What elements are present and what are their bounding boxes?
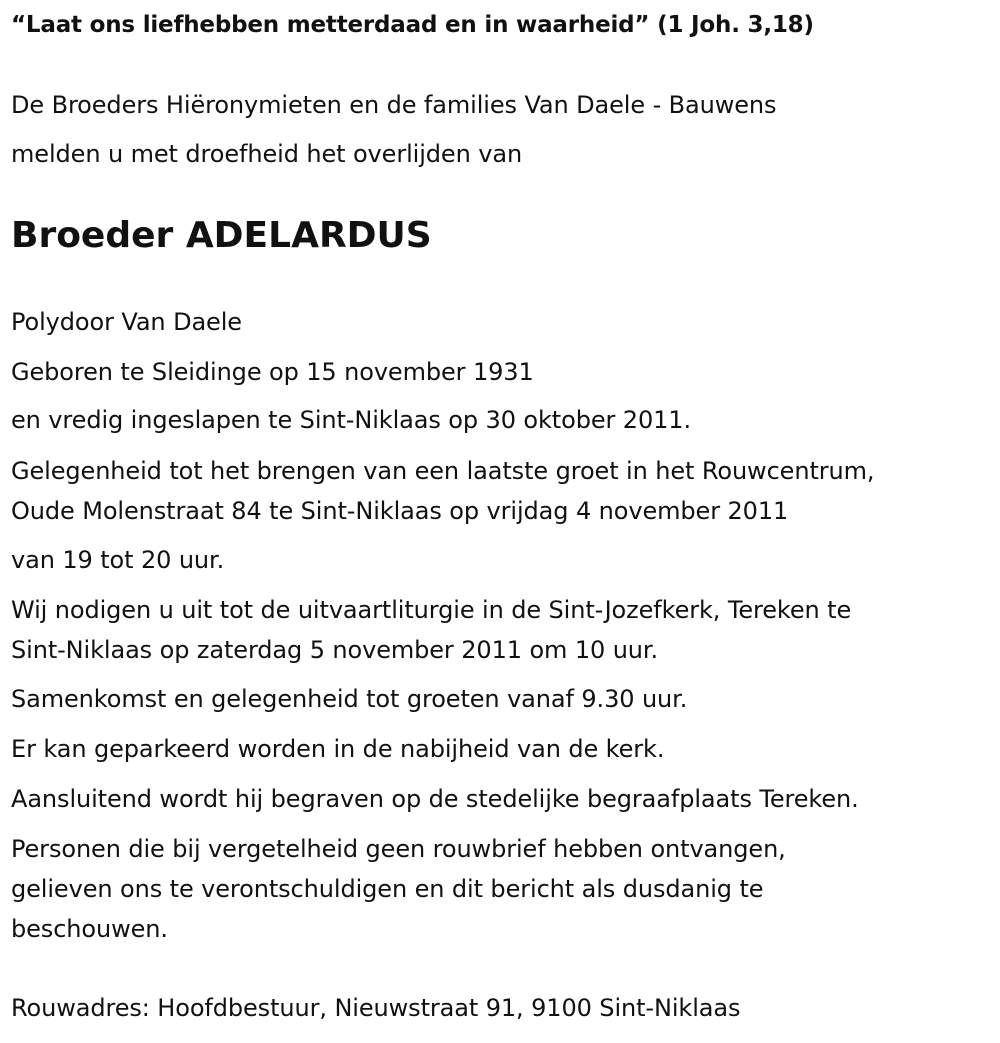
detail-line: van 19 tot 20 uur. — [11, 546, 225, 574]
detail-line: Sint-Niklaas op zaterdag 5 november 2011 om 10 uur. — [11, 636, 659, 664]
detail-line: Oude Molenstraat 84 te Sint-Niklaas op vrijdag 4 november 2011 — [11, 497, 789, 525]
deceased-name: Broeder ADELARDUS — [11, 215, 432, 256]
funeral-address: Rouwadres: Hoofdbestuur, Nieuwstraat 91, 9100 Sint-Niklaas — [11, 994, 741, 1022]
detail-line: Er kan geparkeerd worden in de nabijheid van de kerk. — [11, 735, 665, 763]
detail-line: en vredig ingeslapen te Sint-Niklaas op 30 oktober 2011. — [11, 406, 691, 434]
detail-line: gelieven ons te verontschuldigen en dit bericht als dusdanig te — [11, 875, 764, 903]
detail-line: beschouwen. — [11, 915, 168, 943]
announcement-line: melden u met droefheid het overlijden van — [11, 140, 523, 168]
detail-line: Polydoor Van Daele — [11, 308, 242, 336]
detail-line: Samenkomst en gelegenheid tot groeten vanaf 9.30 uur. — [11, 685, 688, 713]
detail-line: Personen die bij vergetelheid geen rouwbrief hebben ontvangen, — [11, 835, 786, 863]
detail-line: Wij nodigen u uit tot de uitvaartliturgie in de Sint-Jozefkerk, Tereken te — [11, 596, 852, 624]
announcement-line: De Broeders Hiëronymieten en de families Van Daele - Bauwens — [11, 91, 777, 119]
detail-line: Aansluitend wordt hij begraven op de stedelijke begraafplaats Tereken. — [11, 785, 859, 813]
detail-line: Geboren te Sleidinge op 15 november 1931 — [11, 358, 534, 386]
detail-line: Gelegenheid tot het brengen van een laatste groet in het Rouwcentrum, — [11, 457, 875, 485]
bible-quote: “Laat ons liefhebben metterdaad en in waarheid” (1 Joh. 3,18) — [11, 12, 814, 38]
